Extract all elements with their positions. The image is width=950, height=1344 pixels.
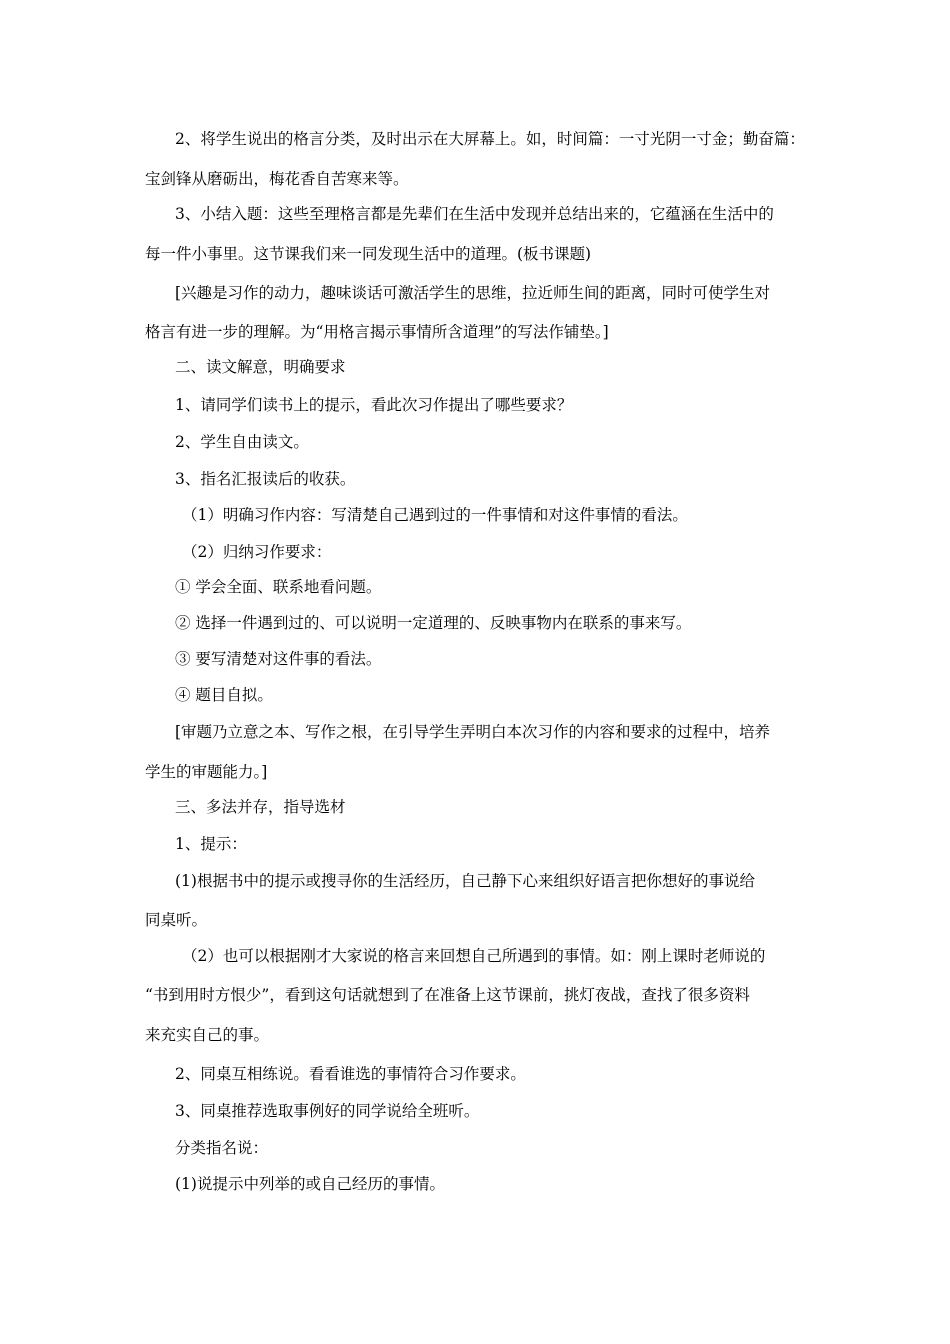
paragraph-line: 3、指名汇报读后的收获。 [175,470,356,488]
list-item: ② 选择一件遇到过的、可以说明一定道理的、反映事物内在联系的事来写。 [175,614,692,632]
annotation-line: 格言有进一步的理解。为“用格言揭示事情所含道理”的写法作铺垫。] [145,323,609,341]
list-item: ④ 题目自拟。 [175,686,273,704]
paragraph-line: （1）明确习作内容：写清楚自己遇到过的一件事情和对这件事情的看法。 [182,506,688,524]
paragraph-line: （2）归纳习作要求： [182,543,332,561]
paragraph-line: （2）也可以根据刚才大家说的格言来回想自己所遇到的事情。如：刚上课时老师说的 [182,947,766,965]
section-heading: 二、读文解意，明确要求 [175,358,346,376]
annotation-line: [兴趣是习作的动力，趣味谈话可激活学生的思维，拉近师生间的距离，同时可使学生对 [175,284,771,302]
paragraph-line: 1、请同学们读书上的提示，看此次习作提出了哪些要求？ [175,396,573,414]
list-item: ① 学会全面、联系地看问题。 [175,578,382,596]
list-item: ③ 要写清楚对这件事的看法。 [175,650,382,668]
paragraph-line: (1)说提示中列举的或自己经历的事情。 [175,1175,445,1193]
paragraph-line: 3、同桌推荐选取事例好的同学说给全班听。 [175,1102,480,1120]
section-heading: 三、多法并存，指导选材 [175,798,346,816]
paragraph-line: (1)根据书中的提示或搜寻你的生活经历，自己静下心来组织好语言把你想好的事说给 [175,872,755,890]
paragraph-line: 2、将学生说出的格言分类，及时出示在大屏幕上。如，时间篇：一寸光阴一寸金；勤奋篇： [175,130,805,148]
annotation-line: 学生的审题能力。] [145,763,268,781]
paragraph-line: 2、同桌互相练说。看看谁选的事情符合习作要求。 [175,1065,526,1083]
paragraph-line: 同桌听。 [145,911,208,929]
paragraph-line: 宝剑锋从磨砺出，梅花香自苦寒来等。 [145,170,409,188]
paragraph-line: 2、学生自由读文。 [175,433,309,451]
paragraph-line: 每一件小事里。这节课我们来一同发现生活中的道理。(板书课题) [145,245,592,263]
paragraph-line: 1、提示： [175,835,247,853]
paragraph-line: 3、小结入题：这些至理格言都是先辈们在生活中发现并总结出来的，它蕴涵在生活中的 [175,205,774,223]
paragraph-line: 来充实自己的事。 [145,1026,270,1044]
annotation-line: [审题乃立意之本、写作之根，在引导学生弄明白本次习作的内容和要求的过程中，培养 [175,723,771,741]
paragraph-line: 分类指名说： [175,1139,269,1157]
paragraph-line: “书到用时方恨少”，看到这句话就想到了在准备上这节课前，挑灯夜战，查找了很多资料 [145,986,750,1004]
